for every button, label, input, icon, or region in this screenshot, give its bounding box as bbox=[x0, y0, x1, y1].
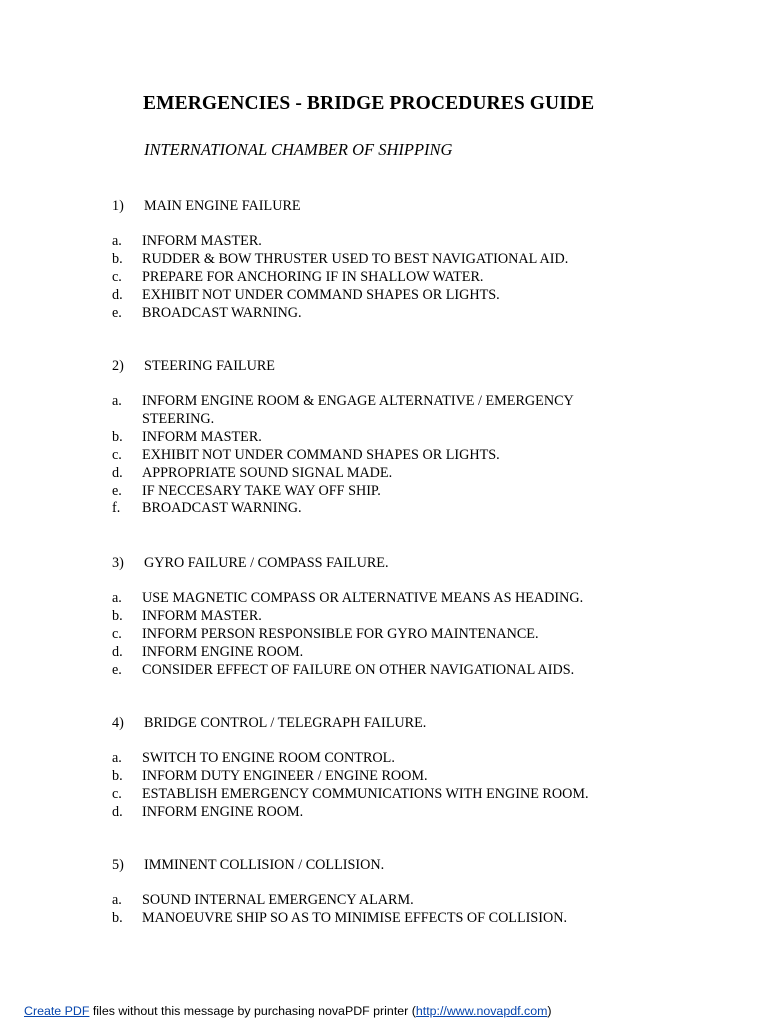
item-letter: f. bbox=[112, 500, 121, 517]
item-letter: b. bbox=[112, 607, 123, 624]
section-number: 2) bbox=[112, 358, 124, 374]
novapdf-link[interactable]: http://www.novapdf.com bbox=[415, 1004, 548, 1018]
list-item bbox=[0, 500, 768, 518]
item-text: APPROPRIATE SOUND SIGNAL MADE. bbox=[142, 464, 393, 481]
item-text: INFORM ENGINE ROOM. bbox=[142, 803, 304, 820]
footer-text: files without this message by purchasing novaPDF printer ( bbox=[89, 1004, 416, 1018]
list-item bbox=[0, 590, 768, 608]
item-text: BROADCAST WARNING. bbox=[142, 304, 302, 321]
item-letter: c. bbox=[112, 785, 122, 802]
footer-notice bbox=[24, 1004, 552, 1018]
item-letter: c. bbox=[112, 625, 122, 642]
item-letter: e. bbox=[112, 482, 122, 499]
section-title: IMMINENT COLLISION / COLLISION. bbox=[144, 857, 385, 873]
item-letter: b. bbox=[112, 250, 123, 267]
item-letter: d. bbox=[112, 464, 123, 481]
list-item bbox=[0, 233, 768, 251]
section-heading bbox=[0, 358, 768, 376]
list-item bbox=[0, 287, 768, 305]
footer-text-end: ) bbox=[547, 1004, 552, 1018]
item-text: IF NECCESARY TAKE WAY OFF SHIP. bbox=[142, 482, 381, 499]
item-text: EXHIBIT NOT UNDER COMMAND SHAPES OR LIGHTS. bbox=[142, 286, 500, 303]
list-item bbox=[0, 429, 768, 447]
list-item bbox=[0, 626, 768, 644]
item-letter: a. bbox=[112, 393, 122, 409]
item-letter: a. bbox=[112, 233, 122, 249]
section-number: 3) bbox=[112, 555, 124, 571]
item-text: INFORM MASTER. bbox=[142, 233, 262, 249]
list-item bbox=[0, 305, 768, 323]
item-text: USE MAGNETIC COMPASS OR ALTERNATIVE MEANS AS HEADING. bbox=[142, 590, 584, 606]
item-text: INFORM ENGINE ROOM & ENGAGE ALTERNATIVE / EMERGENCY STEERING. bbox=[142, 393, 574, 427]
item-text: MANOEUVRE SHIP SO AS TO MINIMISE EFFECTS OF COLLISION. bbox=[142, 909, 568, 926]
list-item bbox=[0, 269, 768, 287]
section-items bbox=[0, 892, 768, 928]
list-item bbox=[0, 662, 768, 680]
procedure-section bbox=[0, 555, 768, 680]
section-heading bbox=[0, 555, 768, 573]
section-items bbox=[0, 233, 768, 323]
item-text: INFORM MASTER. bbox=[142, 428, 262, 445]
list-item bbox=[0, 768, 768, 786]
list-item bbox=[0, 608, 768, 626]
list-item bbox=[0, 251, 768, 269]
section-number: 5) bbox=[112, 857, 124, 873]
list-item bbox=[0, 447, 768, 465]
section-title: MAIN ENGINE FAILURE bbox=[144, 198, 301, 214]
item-letter: e. bbox=[112, 661, 122, 678]
section-title: STEERING FAILURE bbox=[144, 358, 275, 374]
section-items bbox=[0, 750, 768, 822]
item-text: INFORM PERSON RESPONSIBLE FOR GYRO MAINTENANCE. bbox=[142, 625, 539, 642]
item-letter: d. bbox=[112, 643, 123, 660]
section-items bbox=[0, 590, 768, 680]
item-letter: b. bbox=[112, 428, 123, 445]
item-text: RUDDER & BOW THRUSTER USED TO BEST NAVIGATIONAL AID. bbox=[142, 250, 569, 267]
procedure-section bbox=[0, 715, 768, 822]
item-letter: b. bbox=[112, 909, 123, 926]
document-title: EMERGENCIES - BRIDGE PROCEDURES GUIDE bbox=[143, 93, 595, 114]
procedure-section bbox=[0, 358, 768, 518]
section-items bbox=[0, 393, 768, 518]
item-letter: d. bbox=[112, 803, 123, 820]
item-text: PREPARE FOR ANCHORING IF IN SHALLOW WATER. bbox=[142, 268, 484, 285]
list-item bbox=[0, 465, 768, 483]
item-text: CONSIDER EFFECT OF FAILURE ON OTHER NAVIGATIONAL AIDS. bbox=[142, 661, 575, 678]
section-heading bbox=[0, 857, 768, 875]
create-pdf-link[interactable]: Create PDF bbox=[24, 1004, 90, 1018]
document-subtitle: INTERNATIONAL CHAMBER OF SHIPPING bbox=[144, 140, 453, 159]
item-letter: d. bbox=[112, 286, 123, 303]
list-item bbox=[0, 644, 768, 662]
item-letter: a. bbox=[112, 892, 122, 908]
item-text: INFORM DUTY ENGINEER / ENGINE ROOM. bbox=[142, 767, 428, 784]
list-item bbox=[0, 892, 768, 910]
item-letter: c. bbox=[112, 446, 122, 463]
section-number: 1) bbox=[112, 198, 124, 214]
item-text: INFORM MASTER. bbox=[142, 607, 262, 624]
item-letter: e. bbox=[112, 304, 122, 321]
section-number: 4) bbox=[112, 715, 124, 731]
item-text: ESTABLISH EMERGENCY COMMUNICATIONS WITH ENGINE ROOM. bbox=[142, 785, 589, 802]
item-text: BROADCAST WARNING. bbox=[142, 500, 302, 517]
section-title: GYRO FAILURE / COMPASS FAILURE. bbox=[144, 555, 389, 571]
section-heading bbox=[0, 198, 768, 216]
item-text: INFORM ENGINE ROOM. bbox=[142, 643, 304, 660]
item-letter: a. bbox=[112, 750, 122, 766]
section-title: BRIDGE CONTROL / TELEGRAPH FAILURE. bbox=[144, 715, 427, 731]
item-text: SOUND INTERNAL EMERGENCY ALARM. bbox=[142, 892, 414, 908]
item-letter: b. bbox=[112, 767, 123, 784]
section-heading bbox=[0, 715, 768, 733]
item-text: EXHIBIT NOT UNDER COMMAND SHAPES OR LIGHTS. bbox=[142, 446, 500, 463]
list-item bbox=[0, 393, 768, 429]
list-item bbox=[0, 910, 768, 928]
list-item bbox=[0, 483, 768, 501]
list-item bbox=[0, 804, 768, 822]
item-letter: c. bbox=[112, 268, 122, 285]
procedure-section bbox=[0, 857, 768, 928]
item-text: SWITCH TO ENGINE ROOM CONTROL. bbox=[142, 750, 395, 766]
procedure-section bbox=[0, 198, 768, 323]
list-item bbox=[0, 750, 768, 768]
list-item bbox=[0, 786, 768, 804]
item-letter: a. bbox=[112, 590, 122, 606]
